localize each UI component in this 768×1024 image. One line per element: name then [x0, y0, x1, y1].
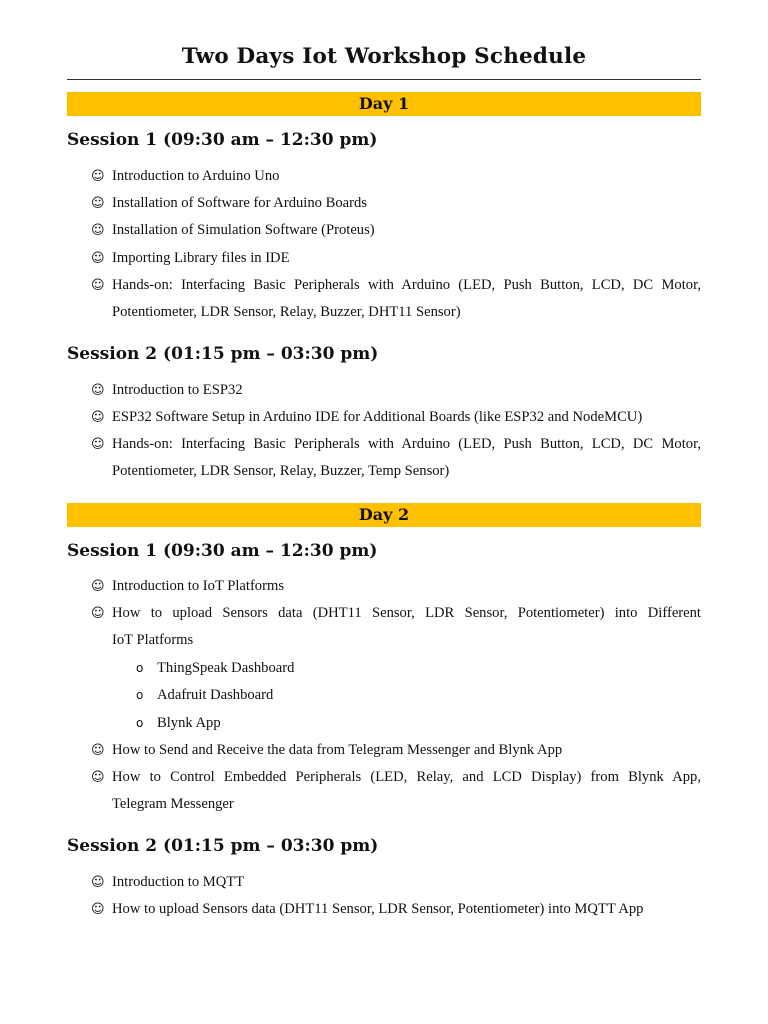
list-item: ☺ How to Send and Receive the data from Telegram Messenger and Blynk App [91, 737, 701, 764]
sub-list-item: o ThingSpeak Dashboard [136, 655, 636, 682]
list-item: ☺ How to Control Embedded Peripherals (LED, Relay, and LCD Display) from Blynk App, Telegram Messenger [91, 764, 701, 819]
list-item: ☺ Hands-on: Interfacing Basic Peripherals with Arduino (LED, Push Button, LCD, DC Motor, Potentiometer, LDR Sensor, Relay, Buzzer, DHT11 Sensor) [91, 272, 701, 327]
list-item: ☺ Introduction to MQTT [91, 869, 701, 896]
smiley-bullet-icon: ☺ [91, 743, 105, 758]
day-2-banner: Day 2 [67, 503, 701, 527]
page-title: Two Days Iot Workshop Schedule [181, 44, 587, 69]
smiley-bullet-icon: ☺ [91, 383, 105, 398]
circle-bullet-icon: o [136, 688, 144, 702]
list-item: ☺ Introduction to ESP32 [91, 377, 701, 404]
sub-list-item: o Adafruit Dashboard [136, 682, 636, 709]
list-item: ☺ Installation of Simulation Software (Proteus) [91, 217, 701, 244]
smiley-bullet-icon: ☺ [91, 251, 105, 266]
list-item: ☺ ESP32 Software Setup in Arduino IDE for Additional Boards (like ESP32 and NodeMCU) [91, 404, 701, 431]
circle-bullet-icon: o [136, 661, 144, 675]
circle-bullet-icon: o [136, 716, 144, 730]
smiley-bullet-icon: ☺ [91, 579, 105, 594]
smiley-bullet-icon: ☺ [91, 410, 105, 425]
sub-list-item: o Blynk App [136, 710, 636, 737]
list-item: ☺ Importing Library files in IDE [91, 245, 701, 272]
smiley-bullet-icon: ☺ [91, 278, 105, 293]
smiley-bullet-icon: ☺ [91, 169, 105, 184]
list-item: ☺ Hands-on: Interfacing Basic Peripherals with Arduino (LED, Push Button, LCD, DC Motor, Potentiometer, LDR Sensor, Relay, Buzzer, Temp Sensor) [91, 431, 701, 486]
smiley-bullet-icon: ☺ [91, 437, 105, 452]
day-2-session-1-heading: Session 1 (09:30 am – 12:30 pm) [67, 541, 378, 561]
day-2-session-2-heading: Session 2 (01:15 pm – 03:30 pm) [67, 836, 379, 856]
smiley-bullet-icon: ☺ [91, 902, 105, 917]
list-item: ☺ How to upload Sensors data (DHT11 Sensor, LDR Sensor, Potentiometer) into MQTT App [91, 896, 701, 923]
smiley-bullet-icon: ☺ [91, 196, 105, 211]
day-1-banner: Day 1 [67, 92, 701, 116]
day-1-session-2-heading: Session 2 (01:15 pm – 03:30 pm) [67, 344, 379, 364]
smiley-bullet-icon: ☺ [91, 606, 105, 621]
list-item: ☺ Installation of Software for Arduino Boards [91, 190, 701, 217]
list-item: ☺ How to upload Sensors data (DHT11 Sensor, LDR Sensor, Potentiometer) into Different IoT Platforms [91, 600, 701, 655]
list-item: ☺ Introduction to Arduino Uno [91, 163, 701, 190]
title-underline [67, 79, 701, 80]
list-item: ☺ Introduction to IoT Platforms [91, 573, 701, 600]
smiley-bullet-icon: ☺ [91, 223, 105, 238]
day-1-session-1-heading: Session 1 (09:30 am – 12:30 pm) [67, 130, 378, 150]
smiley-bullet-icon: ☺ [91, 875, 105, 890]
smiley-bullet-icon: ☺ [91, 770, 105, 785]
